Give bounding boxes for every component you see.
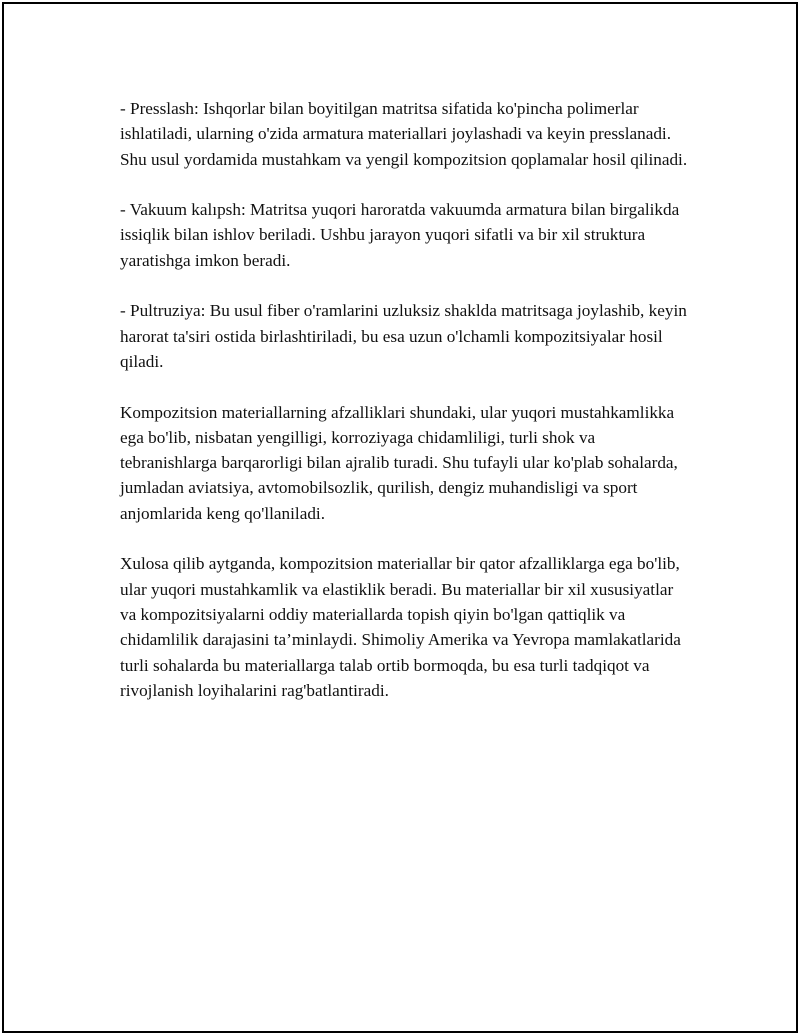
document-page — [2, 2, 798, 1033]
paragraph-xulosa: Xulosa qilib aytganda, kompozitsion materiallar bir qator afzalliklarga ega bo'lib, ular yuqori mustahkamlik va elastiklik beradi. Bu materiallar bir xil xususiyatlar va kompozitsiyalarni oddiy materiallarda topish qiyin bo'lgan qattiqlik va chidamlilik darajasini ta’minlaydi. Shimoliy Amerika va Yevropa mamlakatlarida turli sohalarda bu materiallarga talab ortib bormoqda, bu esa turli tadqiqot va rivojlanish loyihalarini rag'batlantiradi. — [120, 554, 681, 700]
paragraph-presslash: - Presslash: Ishqorlar bilan boyitilgan matritsa sifatida ko'pincha polimerlar ishlatiladi, ularning o'zida armatura materiallari joylashadi va keyin presslanadi. Shu usul yordamida mustahkam va yengil kompozitsion qoplamalar hosil qilinadi. — [120, 99, 688, 169]
paragraph-afzalliklar: Kompozitsion materiallarning afzalliklari shundaki, ular yuqori mustahkamlikka ega bo'lib, nisbatan yengilligi, korroziyaga chidamliligi, turli shok va tebranishlarga barqarorligi bilan ajralib turadi. Shu tufayli ular ko'plab sohalarda, jumladan aviatsiya, avtomobilsozlik, qurilish, dengiz muhandisligi va sport anjomlarida keng qo'llaniladi. — [120, 402, 678, 523]
document-body — [120, 96, 692, 728]
paragraph-pultruziya: - Pultruziya: Bu usul fiber o'ramlarini uzluksiz shaklda matritsaga joylashib, keyin harorat ta'siri ostida birlashtiriladi, bu esa uzun o'lchamli kompozitsiyalar hosil qiladi. — [120, 301, 687, 371]
paragraph-vakuum: - Vakuum kalıpsh: Matritsa yuqori haroratda vakuumda armatura bilan birgalikda issiqlik bilan ishlov beriladi. Ushbu jarayon yuqori sifatli va bir xil struktura yaratishga imkon beradi. — [120, 200, 680, 270]
